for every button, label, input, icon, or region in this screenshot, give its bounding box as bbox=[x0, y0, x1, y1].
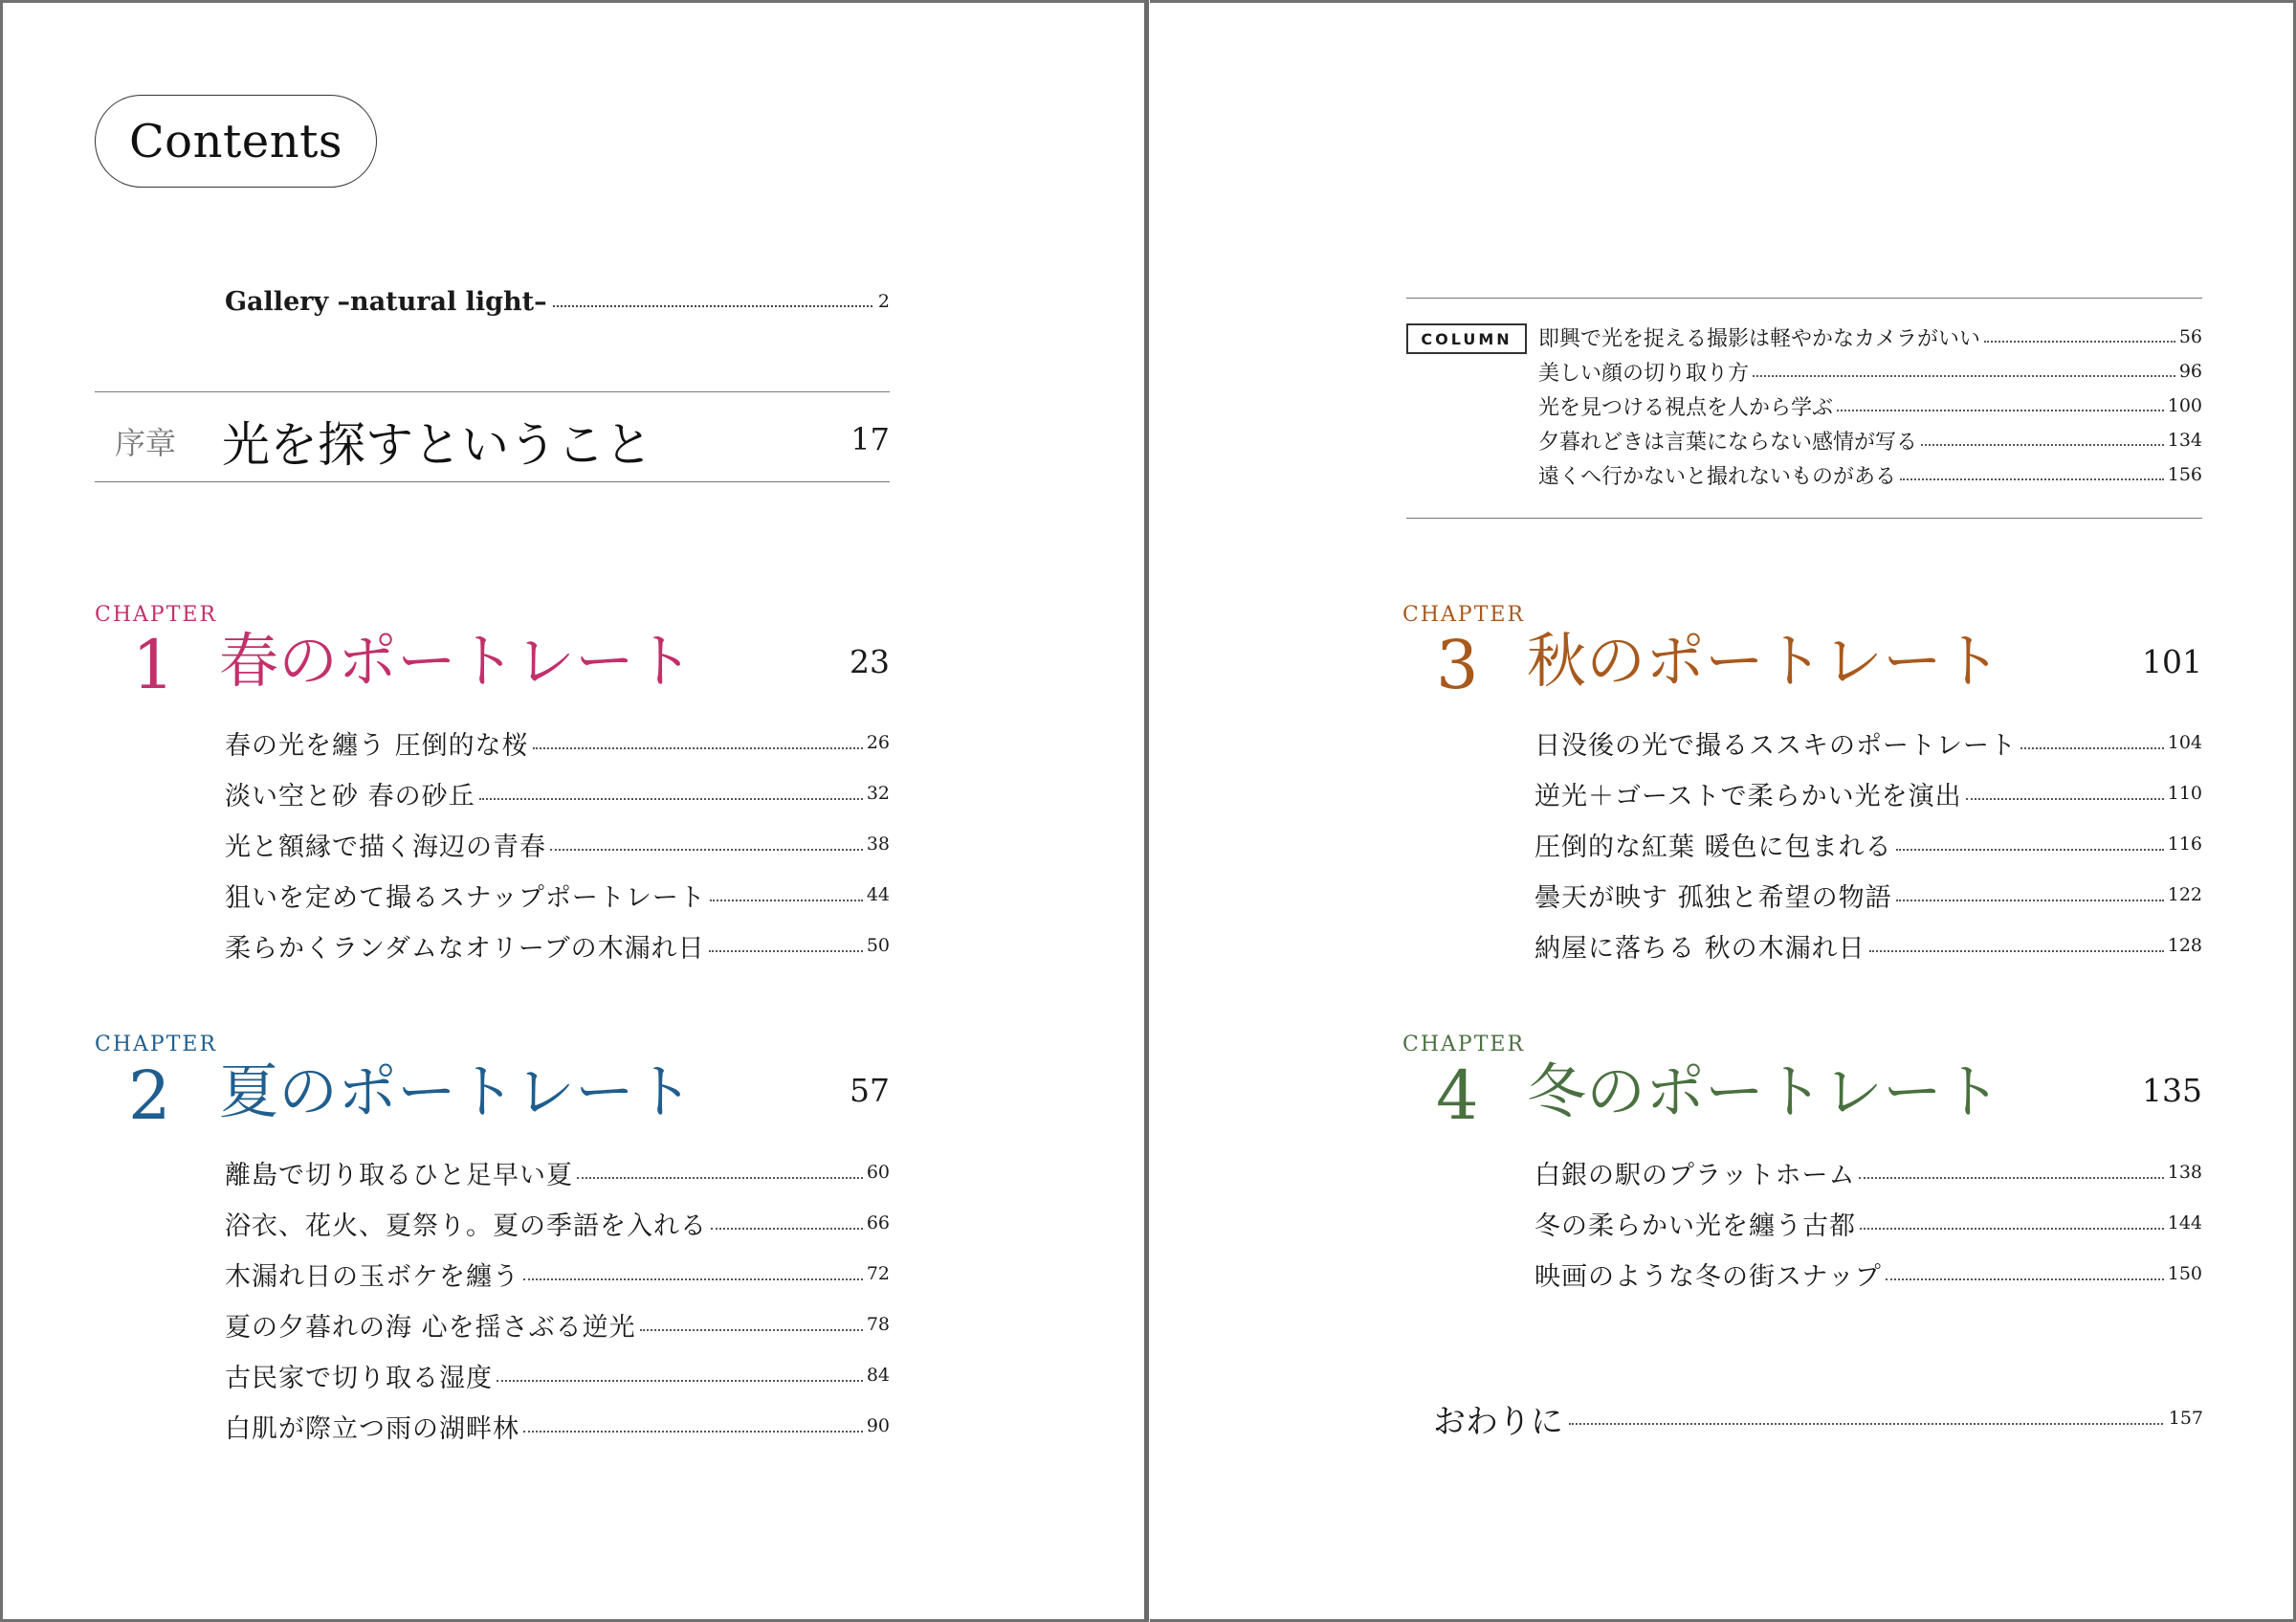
chapter-1-number: 1 bbox=[132, 626, 175, 704]
column-entry[interactable] bbox=[1538, 354, 2202, 389]
toc-entry-title: 日没後の光で撮るススキのポートレート bbox=[1534, 730, 2017, 761]
toc-entry-title: 離島で切り取るひと足早い夏 bbox=[225, 1160, 573, 1190]
column-entry-title: 美しい顔の切り取り方 bbox=[1538, 361, 1750, 386]
toc-entry-page: 104 bbox=[2167, 732, 2202, 753]
leader-dots bbox=[710, 900, 863, 901]
toc-gallery-row[interactable] bbox=[225, 283, 890, 320]
contents-heading-text: Contents bbox=[128, 114, 343, 168]
epilogue-page: 157 bbox=[2168, 1408, 2203, 1429]
column-entry[interactable] bbox=[1538, 423, 2202, 457]
column-entry-page: 96 bbox=[2178, 361, 2202, 382]
leader-dots bbox=[1896, 900, 2164, 901]
toc-entry[interactable] bbox=[1534, 1255, 2202, 1293]
leader-dots bbox=[577, 1177, 863, 1179]
epilogue-title: おわりに bbox=[1433, 1402, 1563, 1441]
prologue-label: 序章 bbox=[115, 425, 177, 461]
leader-dots bbox=[1984, 341, 2175, 343]
contents-heading bbox=[95, 95, 377, 188]
leader-dots bbox=[550, 849, 863, 851]
leader-dots bbox=[1753, 375, 2175, 377]
toc-entry-title: 納屋に落ちる 秋の木漏れ日 bbox=[1534, 933, 1866, 964]
toc-entry-title: 逆光＋ゴーストで柔らかい光を演出 bbox=[1534, 781, 1962, 811]
leader-dots bbox=[2020, 747, 2164, 749]
toc-entry-page: 60 bbox=[866, 1162, 890, 1183]
toc-entry-page: 144 bbox=[2167, 1212, 2202, 1233]
toc-entry[interactable] bbox=[225, 1407, 890, 1445]
toc-entry-page: 128 bbox=[2167, 935, 2202, 956]
toc-entry[interactable] bbox=[1534, 723, 2202, 762]
chapter-1-page: 23 bbox=[850, 643, 890, 680]
toc-entry[interactable] bbox=[1534, 825, 2202, 863]
toc-entry[interactable] bbox=[1534, 876, 2202, 914]
toc-entry-page: 150 bbox=[2167, 1263, 2202, 1284]
divider bbox=[95, 391, 890, 392]
toc-entry-page: 32 bbox=[866, 783, 890, 804]
leader-dots bbox=[1569, 1423, 2163, 1425]
toc-entry-title: 狙いを定めて撮るスナップポートレート bbox=[225, 882, 706, 913]
chapter-3-title[interactable]: 秋のポートレート bbox=[1527, 626, 2002, 696]
toc-entry[interactable] bbox=[225, 723, 890, 762]
leader-dots bbox=[1966, 798, 2164, 800]
chapter-2-page: 57 bbox=[850, 1072, 890, 1109]
toc-entry[interactable] bbox=[1534, 1153, 2202, 1191]
chapter-4-number: 4 bbox=[1436, 1056, 1479, 1135]
leader-dots bbox=[1869, 950, 2164, 952]
chapter-4-title[interactable]: 冬のポートレート bbox=[1527, 1056, 2002, 1126]
leader-dots bbox=[1860, 1228, 2164, 1230]
leader-dots bbox=[479, 798, 863, 800]
chapter-3-number: 3 bbox=[1436, 626, 1479, 704]
toc-entry-page: 72 bbox=[866, 1263, 890, 1284]
chapter-3-page: 101 bbox=[2142, 643, 2202, 680]
toc-entry-title: 夏の夕暮れの海 心を揺さぶる逆光 bbox=[225, 1312, 636, 1343]
toc-entry-title: 柔らかくランダムなオリーブの木漏れ日 bbox=[225, 933, 705, 964]
toc-entry-page: 78 bbox=[866, 1314, 890, 1335]
toc-entry-page: 26 bbox=[866, 732, 890, 753]
leader-dots bbox=[553, 305, 872, 307]
toc-entry-title: 白肌が際立つ雨の湖畔林 bbox=[225, 1413, 519, 1444]
toc-entry[interactable] bbox=[225, 1356, 890, 1394]
divider bbox=[1406, 518, 2202, 519]
chapter-3-label: CHAPTER bbox=[1402, 603, 1526, 627]
toc-entry[interactable] bbox=[1534, 774, 2202, 812]
column-list bbox=[1538, 320, 2202, 492]
toc-entry-title: 冬の柔らかい光を纏う古都 bbox=[1534, 1211, 1856, 1241]
toc-entry-page: 122 bbox=[2167, 884, 2202, 905]
toc-entry-page: 84 bbox=[866, 1365, 890, 1386]
column-entry-page: 100 bbox=[2167, 395, 2202, 416]
divider bbox=[1406, 298, 2202, 299]
toc-entry[interactable] bbox=[225, 1153, 890, 1191]
chapter-2-label: CHAPTER bbox=[95, 1033, 218, 1056]
chapter-1-label: CHAPTER bbox=[95, 603, 218, 627]
chapter-4-list bbox=[1534, 1153, 2202, 1293]
toc-entry[interactable] bbox=[1534, 1204, 2202, 1242]
column-entry-page: 56 bbox=[2178, 326, 2202, 347]
toc-entry-title: 圧倒的な紅葉 暖色に包まれる bbox=[1534, 832, 1892, 862]
leader-dots bbox=[523, 1278, 863, 1280]
toc-entry[interactable] bbox=[1534, 926, 2202, 965]
leader-dots bbox=[709, 950, 863, 952]
leader-dots bbox=[711, 1228, 863, 1230]
toc-entry-page: 50 bbox=[866, 935, 890, 956]
chapter-1-title[interactable]: 春のポートレート bbox=[219, 626, 695, 696]
toc-entry-page: 138 bbox=[2167, 1162, 2202, 1183]
toc-entry[interactable] bbox=[225, 825, 890, 863]
column-entry-title: 遠くへ行かないと撮れないものがある bbox=[1538, 464, 1897, 489]
leader-dots bbox=[523, 1431, 863, 1433]
toc-epilogue-row[interactable] bbox=[1433, 1399, 2203, 1441]
leader-dots bbox=[1886, 1278, 2164, 1280]
chapter-4-label: CHAPTER bbox=[1402, 1033, 1526, 1056]
toc-entry-title: 春の光を纏う 圧倒的な桜 bbox=[225, 730, 529, 761]
toc-entry[interactable] bbox=[225, 926, 890, 965]
divider bbox=[95, 481, 890, 482]
toc-entry-page: 90 bbox=[866, 1415, 890, 1436]
leader-dots bbox=[1896, 849, 2164, 851]
toc-entry-page: 38 bbox=[866, 833, 890, 855]
toc-entry-title: 白銀の駅のプラットホーム bbox=[1534, 1160, 1856, 1190]
toc-entry-page: 44 bbox=[866, 884, 890, 905]
column-entry-page: 156 bbox=[2167, 464, 2202, 485]
leader-dots bbox=[1859, 1177, 2163, 1179]
toc-entry-title: 淡い空と砂 春の砂丘 bbox=[225, 781, 475, 811]
chapter-2-number: 2 bbox=[128, 1056, 171, 1135]
leader-dots bbox=[1900, 478, 2164, 480]
toc-entry-page: 116 bbox=[2167, 833, 2202, 855]
toc-entry-title: 木漏れ日の玉ボケを纏う bbox=[225, 1261, 519, 1292]
chapter-3-list bbox=[1534, 723, 2202, 965]
toc-entry[interactable] bbox=[225, 876, 890, 914]
prologue-page: 17 bbox=[850, 421, 890, 457]
chapter-4-page: 135 bbox=[2142, 1072, 2202, 1109]
column-entry-title: 即興で光を捉える撮影は軽やかなカメラがいい bbox=[1538, 326, 1981, 351]
toc-entry[interactable] bbox=[225, 1255, 890, 1293]
toc-entry-title: 浴衣、花火、夏祭り。夏の季語を入れる bbox=[225, 1211, 707, 1241]
toc-entry-title: 古民家で切り取る湿度 bbox=[225, 1363, 493, 1393]
leader-dots bbox=[1921, 444, 2164, 446]
toc-entry[interactable] bbox=[225, 1305, 890, 1344]
chapter-2-title[interactable]: 夏のポートレート bbox=[219, 1056, 695, 1126]
column-badge: COLUMN bbox=[1406, 323, 1527, 354]
toc-entry-title: 光と額縁で描く海辺の青春 bbox=[225, 832, 546, 862]
column-entry[interactable] bbox=[1538, 457, 2202, 492]
toc-entry-title: 映画のような冬の街スナップ bbox=[1534, 1261, 1882, 1292]
toc-gallery-title: Gallery –natural light– bbox=[225, 286, 547, 317]
toc-entry-page: 110 bbox=[2167, 783, 2202, 804]
column-entry[interactable] bbox=[1538, 320, 2202, 354]
chapter-2-list bbox=[225, 1153, 890, 1445]
prologue-title[interactable]: 光を探すということ bbox=[222, 417, 652, 473]
page-gutter bbox=[1144, 0, 1149, 1622]
leader-dots bbox=[497, 1380, 863, 1382]
chapter-1-list bbox=[225, 723, 890, 965]
toc-entry-page: 66 bbox=[866, 1212, 890, 1233]
leader-dots bbox=[640, 1329, 863, 1331]
toc-entry[interactable] bbox=[225, 1204, 890, 1242]
toc-gallery-page: 2 bbox=[877, 291, 890, 312]
column-entry[interactable] bbox=[1538, 389, 2202, 423]
column-entry-title: 光を見つける視点を人から学ぶ bbox=[1538, 395, 1834, 420]
toc-entry[interactable] bbox=[225, 774, 890, 812]
toc-entry-title: 曇天が映す 孤独と希望の物語 bbox=[1534, 882, 1892, 913]
column-entry-title: 夕暮れどきは言葉にならない感情が写る bbox=[1538, 430, 1918, 455]
column-entry-page: 134 bbox=[2167, 430, 2202, 451]
leader-dots bbox=[533, 747, 863, 749]
leader-dots bbox=[1837, 410, 2164, 411]
